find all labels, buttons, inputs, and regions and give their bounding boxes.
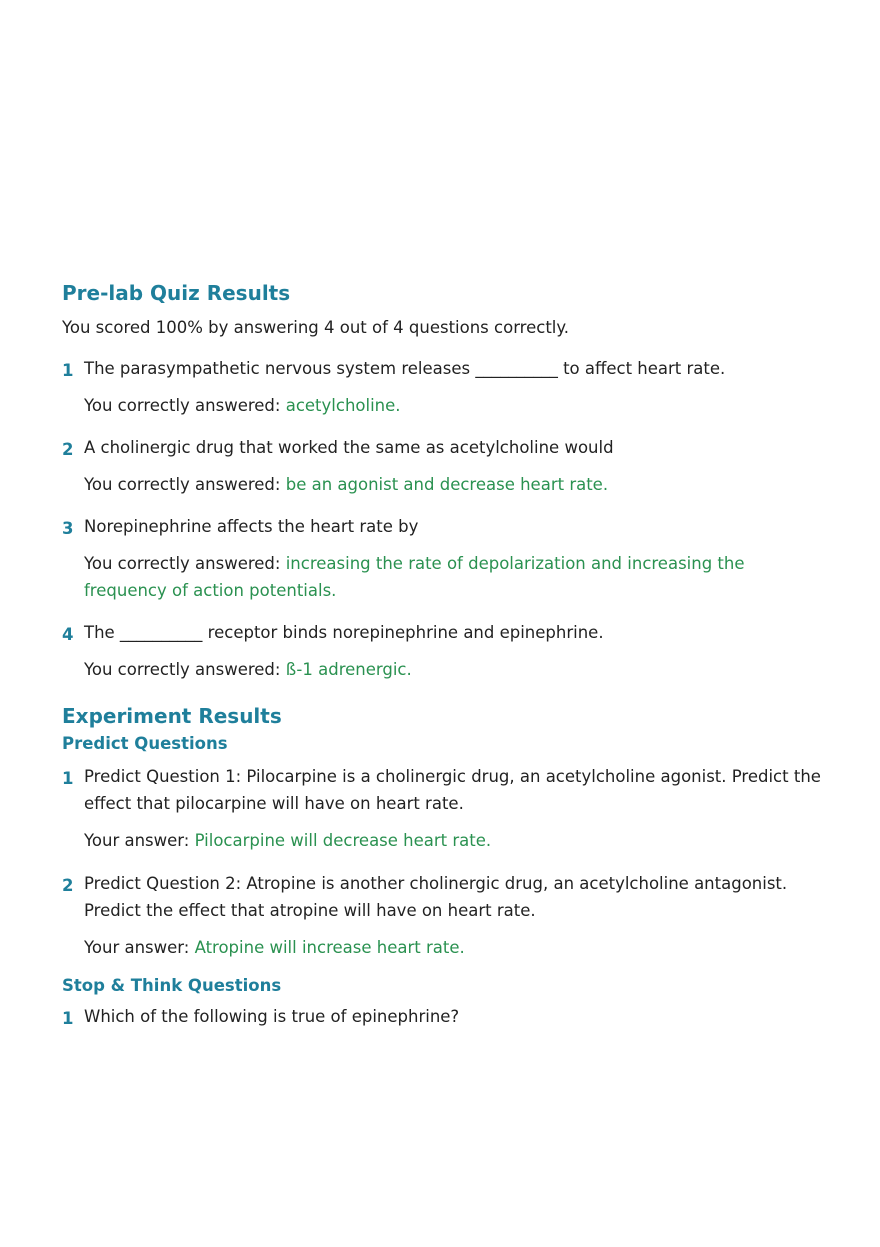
answer-value: ß-1 adrenergic. bbox=[285, 660, 412, 679]
answer-value: Atropine will increase heart rate. bbox=[194, 938, 465, 957]
quiz-question bbox=[62, 619, 832, 683]
quiz-score-summary: You scored 100% by answering 4 out of 4 questions correctly. bbox=[62, 318, 570, 337]
answer-value: increasing the rate of depolarization and increasing the frequency of action potentials. bbox=[84, 554, 745, 600]
question-text: The parasympathetic nervous system releases __________ to affect heart rate. bbox=[84, 359, 726, 378]
question-text: Which of the following is true of epinephrine? bbox=[84, 1007, 460, 1026]
question-text: Predict Question 2: Atropine is another cholinergic drug, an acetylcholine antagonist. Predict the effect that atropine will have on heart rate. bbox=[84, 874, 788, 920]
answer-prefix: You correctly answered: bbox=[84, 660, 286, 679]
stop-think-questions-title: Stop & Think Questions bbox=[62, 976, 282, 995]
question-number: 2 bbox=[62, 440, 74, 459]
predict-question bbox=[62, 870, 832, 961]
prelab-quiz-title: Pre-lab Quiz Results bbox=[62, 281, 291, 305]
question-text: The __________ receptor binds norepinephrine and epinephrine. bbox=[84, 623, 604, 642]
question-answer bbox=[84, 550, 832, 604]
answer-value: acetylcholine. bbox=[285, 396, 401, 415]
question-answer bbox=[84, 471, 832, 498]
question-number: 1 bbox=[62, 769, 74, 788]
question-number: 1 bbox=[62, 361, 74, 380]
question-text: Predict Question 1: Pilocarpine is a cholinergic drug, an acetylcholine agonist. Predict the effect that pilocarpine will have on heart rate. bbox=[84, 767, 821, 813]
question-number: 3 bbox=[62, 519, 74, 538]
predict-questions-title: Predict Questions bbox=[62, 734, 228, 753]
question-answer bbox=[84, 392, 832, 419]
question-text: A cholinergic drug that worked the same as acetylcholine would bbox=[84, 438, 614, 457]
answer-prefix: You correctly answered: bbox=[84, 475, 286, 494]
question-answer bbox=[84, 934, 832, 961]
experiment-results-title: Experiment Results bbox=[62, 704, 282, 728]
question-text: Norepinephrine affects the heart rate by bbox=[84, 517, 419, 536]
report-page bbox=[62, 280, 832, 1032]
quiz-question bbox=[62, 434, 832, 498]
answer-value: be an agonist and decrease heart rate. bbox=[285, 475, 609, 494]
question-number: 2 bbox=[62, 876, 74, 895]
answer-prefix: Your answer: bbox=[84, 938, 195, 957]
stop-think-question bbox=[62, 1003, 832, 1032]
quiz-question bbox=[62, 355, 832, 419]
question-number: 4 bbox=[62, 625, 74, 644]
answer-value: Pilocarpine will decrease heart rate. bbox=[194, 831, 492, 850]
question-number: 1 bbox=[62, 1009, 74, 1028]
question-answer bbox=[84, 827, 832, 854]
predict-question bbox=[62, 763, 832, 854]
quiz-question bbox=[62, 513, 832, 604]
answer-prefix: Your answer: bbox=[84, 831, 195, 850]
answer-prefix: You correctly answered: bbox=[84, 554, 286, 573]
answer-prefix: You correctly answered: bbox=[84, 396, 286, 415]
question-answer bbox=[84, 656, 832, 683]
